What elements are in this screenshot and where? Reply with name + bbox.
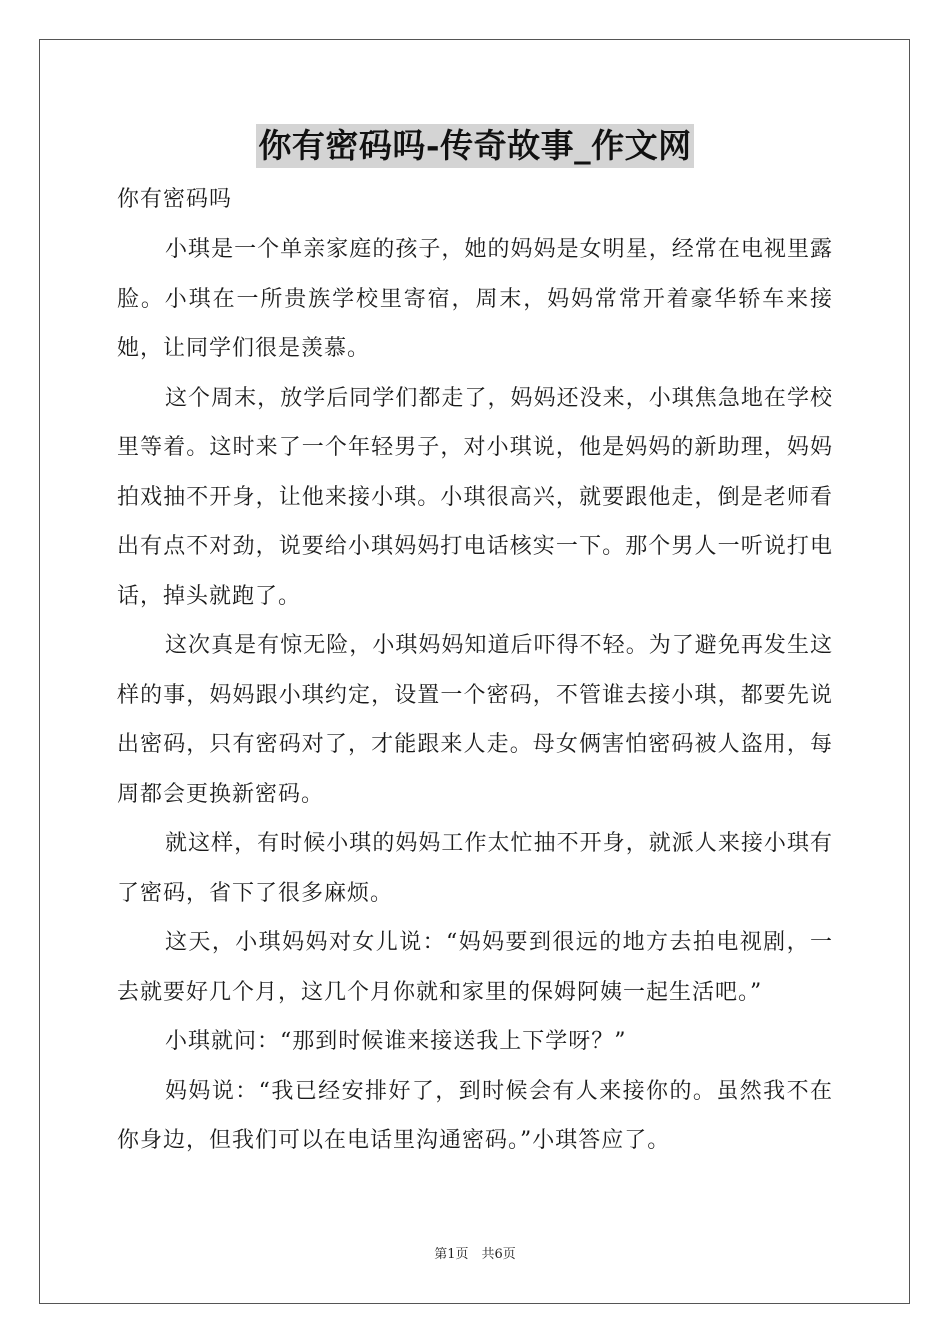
page-number-footer: 第1页 共6页 — [434, 1247, 516, 1262]
paragraph-1: 小琪是一个单亲家庭的孩子，她的妈妈是女明星，经常在电视里露脸。小琪在一所贵族学校里寄宿，周末，妈妈常常开着豪华轿车来接她，让同学们很是羡慕。 — [117, 237, 833, 361]
paragraph-4: 就这样，有时候小琪的妈妈工作太忙抽不开身，就派人来接小琪有了密码，省下了很多麻烦。 — [117, 831, 833, 906]
story-subtitle: 你有密码吗 — [117, 187, 233, 212]
paragraph-6: 小琪就问：“那到时候谁来接送我上下学呀？” — [165, 1029, 627, 1054]
paragraph-5: 这天，小琪妈妈对女儿说：“妈妈要到很远的地方去拍电视剧，一去就要好几个月，这几个月你就和家里的保姆阿姨一起生活吧。” — [117, 930, 833, 1005]
title-container — [0, 124, 950, 168]
paragraph-7: 妈妈说：“我已经安排好了，到时候会有人来接你的。虽然我不在你身边，但我们可以在电话里沟通密码。”小琪答应了。 — [117, 1078, 833, 1153]
paragraph-2: 这个周末，放学后同学们都走了，妈妈还没来，小琪焦急地在学校里等着。这时来了一个年轻男子，对小琪说，他是妈妈的新助理，妈妈拍戏抽不开身，让他来接小琪。小琪很高兴，就要跟他走，倒是老师看出有点不对劲，说要给小琪妈妈打电话核实一下。那个男人一听说打电话，掉头就跑了。 — [117, 385, 833, 609]
paragraph-3: 这次真是有惊无险，小琪妈妈知道后吓得不轻。为了避免再发生这样的事，妈妈跟小琪约定，设置一个密码，不管谁去接小琪，都要先说出密码，只有密码对了，才能跟来人走。母女俩害怕密码被人盗用，每周都会更换新密码。 — [117, 633, 833, 807]
document-title: 你有密码吗-传奇故事_作文网 — [256, 124, 693, 168]
document-body — [117, 175, 833, 1166]
